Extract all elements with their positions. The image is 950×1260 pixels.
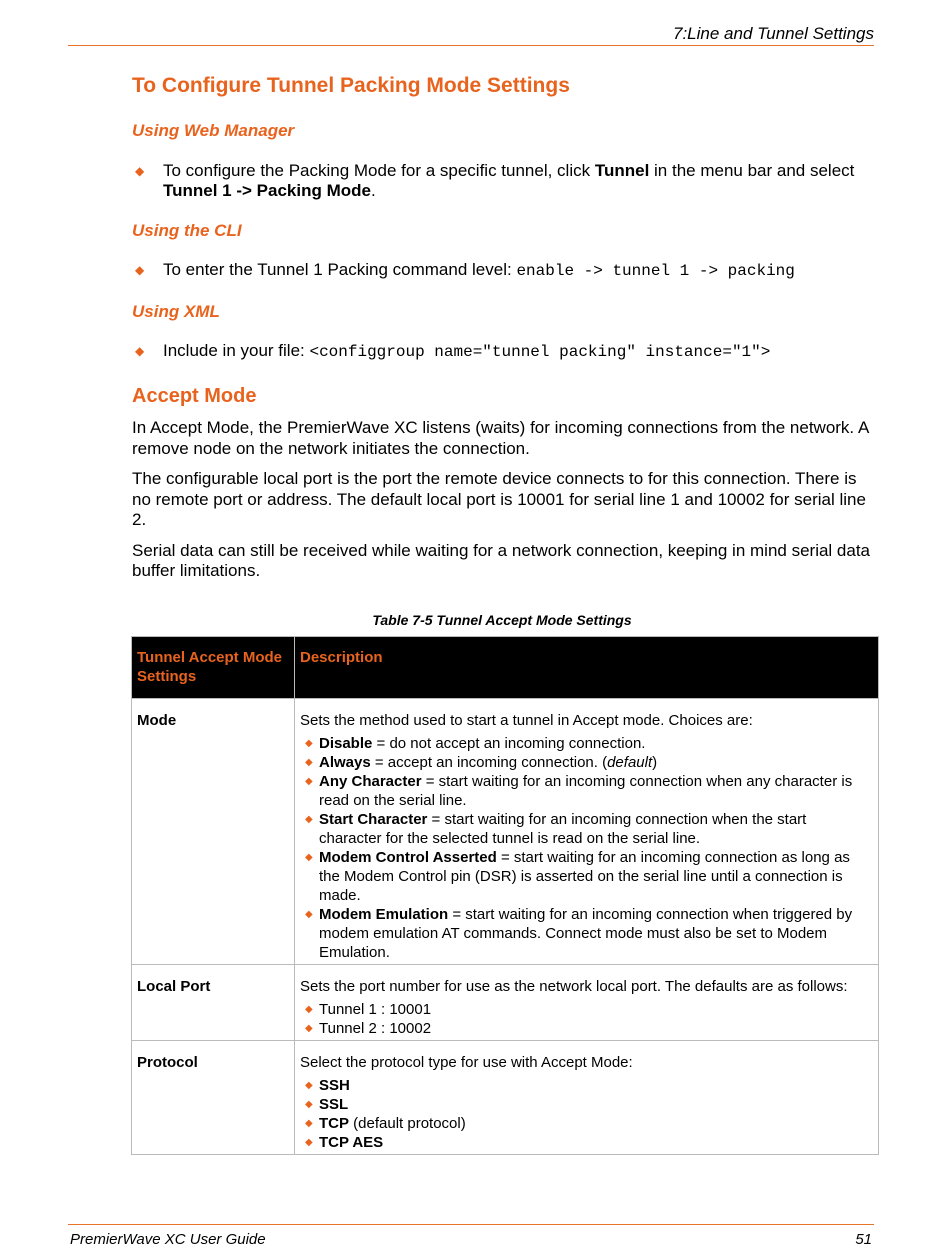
xml-step: ◆ Include in your file: <configgroup name="tunnel packing" instance="1">: [135, 341, 771, 361]
list-item: ◆ Modem Control Asserted = start waiting for an incoming connection as long as the Modem Control pin (DSR) is asserted on the serial line until a connection is made.: [305, 848, 850, 904]
list-item: ◆ SSH: [305, 1076, 350, 1094]
accept-paragraph-3: Serial data can still be received while waiting for a network connection, keeping in mind serial data buffer limitations.: [132, 540, 871, 580]
diamond-bullet-icon: ◆: [305, 851, 313, 863]
page-number: 51: [855, 1231, 872, 1248]
cli-heading: Using the CLI: [132, 221, 242, 240]
diamond-bullet-icon: ◆: [305, 813, 313, 825]
guide-title: PremierWave XC User Guide: [70, 1231, 266, 1248]
accept-mode-title: Accept Mode: [132, 385, 257, 407]
page-header: [68, 24, 874, 46]
packing-section-title: To Configure Tunnel Packing Mode Settings: [132, 74, 570, 97]
menu-tunnel: Tunnel: [594, 161, 650, 180]
table-row: [132, 964, 879, 1040]
diamond-bullet-icon: ◆: [135, 344, 145, 358]
list-item: ◆ TCP AES: [305, 1133, 384, 1151]
list-item: ◆ SSL: [305, 1095, 349, 1113]
diamond-bullet-icon: ◆: [305, 1003, 313, 1015]
diamond-bullet-icon: ◆: [305, 1136, 313, 1148]
table-header-description: Description: [295, 636, 879, 698]
setting-name: Mode: [132, 698, 295, 964]
diamond-bullet-icon: ◆: [305, 756, 313, 768]
diamond-bullet-icon: ◆: [305, 1079, 313, 1091]
page-content: [132, 74, 872, 1155]
accept-paragraph-2: The configurable local port is the port the remote device connects to for this connection. There is no remote port or address. The default local port is 10001 for serial line 1 and 10002 for serial line 2.: [132, 469, 866, 529]
diamond-bullet-icon: ◆: [305, 737, 313, 749]
web-manager-heading: Using Web Manager: [132, 121, 295, 140]
setting-description: Sets the port number for use as the network local port. The defaults are as follows: ◆ Tunnel 1 : 10001 ◆ Tunnel 2 : 10002: [295, 964, 879, 1040]
accept-mode-table: [131, 636, 879, 1155]
setting-name: Local Port: [132, 964, 295, 1040]
table-caption: Table 7-5 Tunnel Accept Mode Settings: [372, 611, 632, 628]
menu-packing-mode-path: Tunnel 1 -> Packing Mode: [163, 181, 371, 200]
cli-command: enable -> tunnel 1 -> packing: [516, 262, 795, 280]
setting-name: Protocol: [132, 1040, 295, 1154]
diamond-bullet-icon: ◆: [135, 164, 145, 178]
cli-step: ◆ To enter the Tunnel 1 Packing command level: enable -> tunnel 1 -> packing: [135, 260, 795, 280]
diamond-bullet-icon: ◆: [305, 1022, 313, 1034]
list-item: ◆ Tunnel 1 : 10001: [305, 1000, 432, 1018]
list-item: ◆ Tunnel 2 : 10002: [305, 1019, 432, 1037]
web-manager-step: ◆ To configure the Packing Mode for a specific tunnel, click Tunnel in the menu bar and select Tunnel 1 -> Packing Mode.: [135, 161, 855, 200]
setting-description: Select the protocol type for use with Accept Mode: ◆ SSH ◆ SSL ◆ TCP (default protocol) ◆ TCP AES: [295, 1040, 879, 1154]
table-header-row: [132, 636, 879, 698]
list-item: ◆ TCP (default protocol): [305, 1114, 466, 1132]
setting-description: Sets the method used to start a tunnel in Accept mode. Choices are: ◆ Disable = do not accept an incoming connection. ◆ Always = accept an incoming connection. (default) ◆ Any Character = start waiting for an incoming connection when any character is read on the serial line. ◆ Start Character = start waiting for an incoming connection when the start character for the selected tunnel is read on the serial line. ◆ Modem Control Asserted = start waiting for an incoming connection as long as the Modem Control pin (DSR) is asserted on the serial line until a connection is made. ◆ Modem Emulation = start waiting for an incoming connection when triggered by modem emulation AT commands. Connect mode must also be set to Modem Emulation.: [295, 698, 879, 964]
diamond-bullet-icon: ◆: [135, 263, 145, 277]
accept-paragraph-1: In Accept Mode, the PremierWave XC listens (waits) for incoming connections from the network. A remove node on the network initiates the connection.: [132, 418, 869, 458]
xml-heading: Using XML: [132, 302, 220, 321]
table-header-setting: Tunnel Accept Mode Settings: [132, 636, 295, 698]
xml-code: <configgroup name="tunnel packing" instance="1">: [309, 343, 771, 361]
diamond-bullet-icon: ◆: [305, 775, 313, 787]
chapter-title: 7:Line and Tunnel Settings: [673, 24, 874, 43]
list-item: ◆ Start Character = start waiting for an incoming connection when the start character for the selected tunnel is read on the serial line.: [305, 810, 807, 847]
diamond-bullet-icon: ◆: [305, 1098, 313, 1110]
list-item: ◆ Disable = do not accept an incoming connection.: [305, 734, 646, 752]
page-footer: [68, 1224, 874, 1248]
table-row: [132, 1040, 879, 1154]
table-row: [132, 698, 879, 964]
list-item: ◆ Modem Emulation = start waiting for an incoming connection when triggered by modem emulation AT commands. Connect mode must also be set to Modem Emulation.: [305, 905, 853, 961]
diamond-bullet-icon: ◆: [305, 908, 313, 920]
diamond-bullet-icon: ◆: [305, 1117, 313, 1129]
list-item: ◆ Always = accept an incoming connection. (default): [305, 753, 658, 771]
list-item: ◆ Any Character = start waiting for an incoming connection when any character is read on the serial line.: [305, 772, 853, 809]
